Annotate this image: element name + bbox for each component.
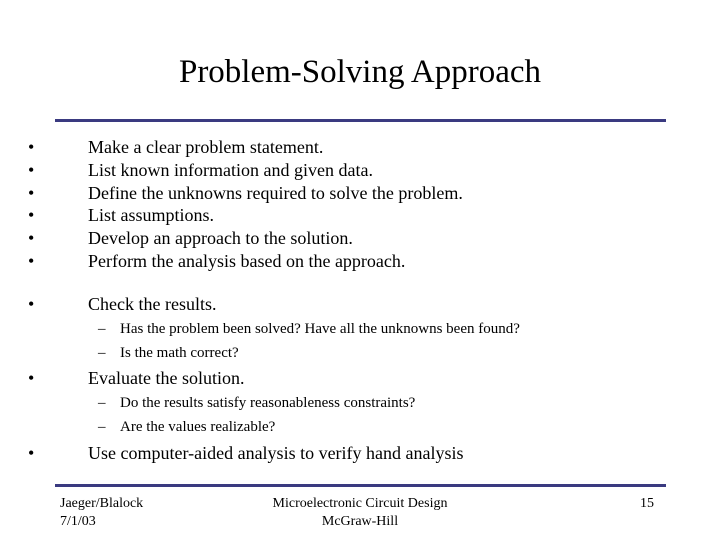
bullet-item: • Use computer-aided analysis to verify hand analysis — [28, 443, 464, 463]
sub-item: – Are the values realizable? — [98, 419, 276, 435]
footer-book: Microelectronic Circuit Design — [272, 496, 448, 511]
footer-authors: Jaeger/Blalock — [60, 496, 144, 511]
bullet-item: • Check the results. — [28, 294, 217, 314]
bullet-item: • Evaluate the solution. — [28, 368, 245, 388]
sub-item: – Has the problem been solved? Have all the unknowns been found? — [98, 321, 520, 337]
sub-item: – Do the results satisfy reasonableness constraints? — [98, 395, 416, 411]
bullet-item: • Define the unknowns required to solve the problem. — [28, 183, 463, 203]
bullet-item: • Perform the analysis based on the approach. — [28, 251, 406, 271]
sub-item: – Is the math correct? — [98, 345, 239, 361]
bullet-item: • List assumptions. — [28, 205, 215, 225]
title-rule — [55, 119, 666, 122]
footer-publisher: McGraw-Hill — [321, 514, 399, 529]
bullet-item: • Make a clear problem statement. — [28, 137, 324, 157]
footer-date: 7/1/03 — [60, 514, 96, 529]
bullet-item: • List known information and given data. — [28, 160, 373, 180]
slide-title: Problem-Solving Approach — [178, 54, 542, 90]
footer-rule — [55, 484, 666, 487]
bullet-item: • Develop an approach to the solution. — [28, 228, 353, 248]
page-number: 15 — [640, 496, 654, 511]
